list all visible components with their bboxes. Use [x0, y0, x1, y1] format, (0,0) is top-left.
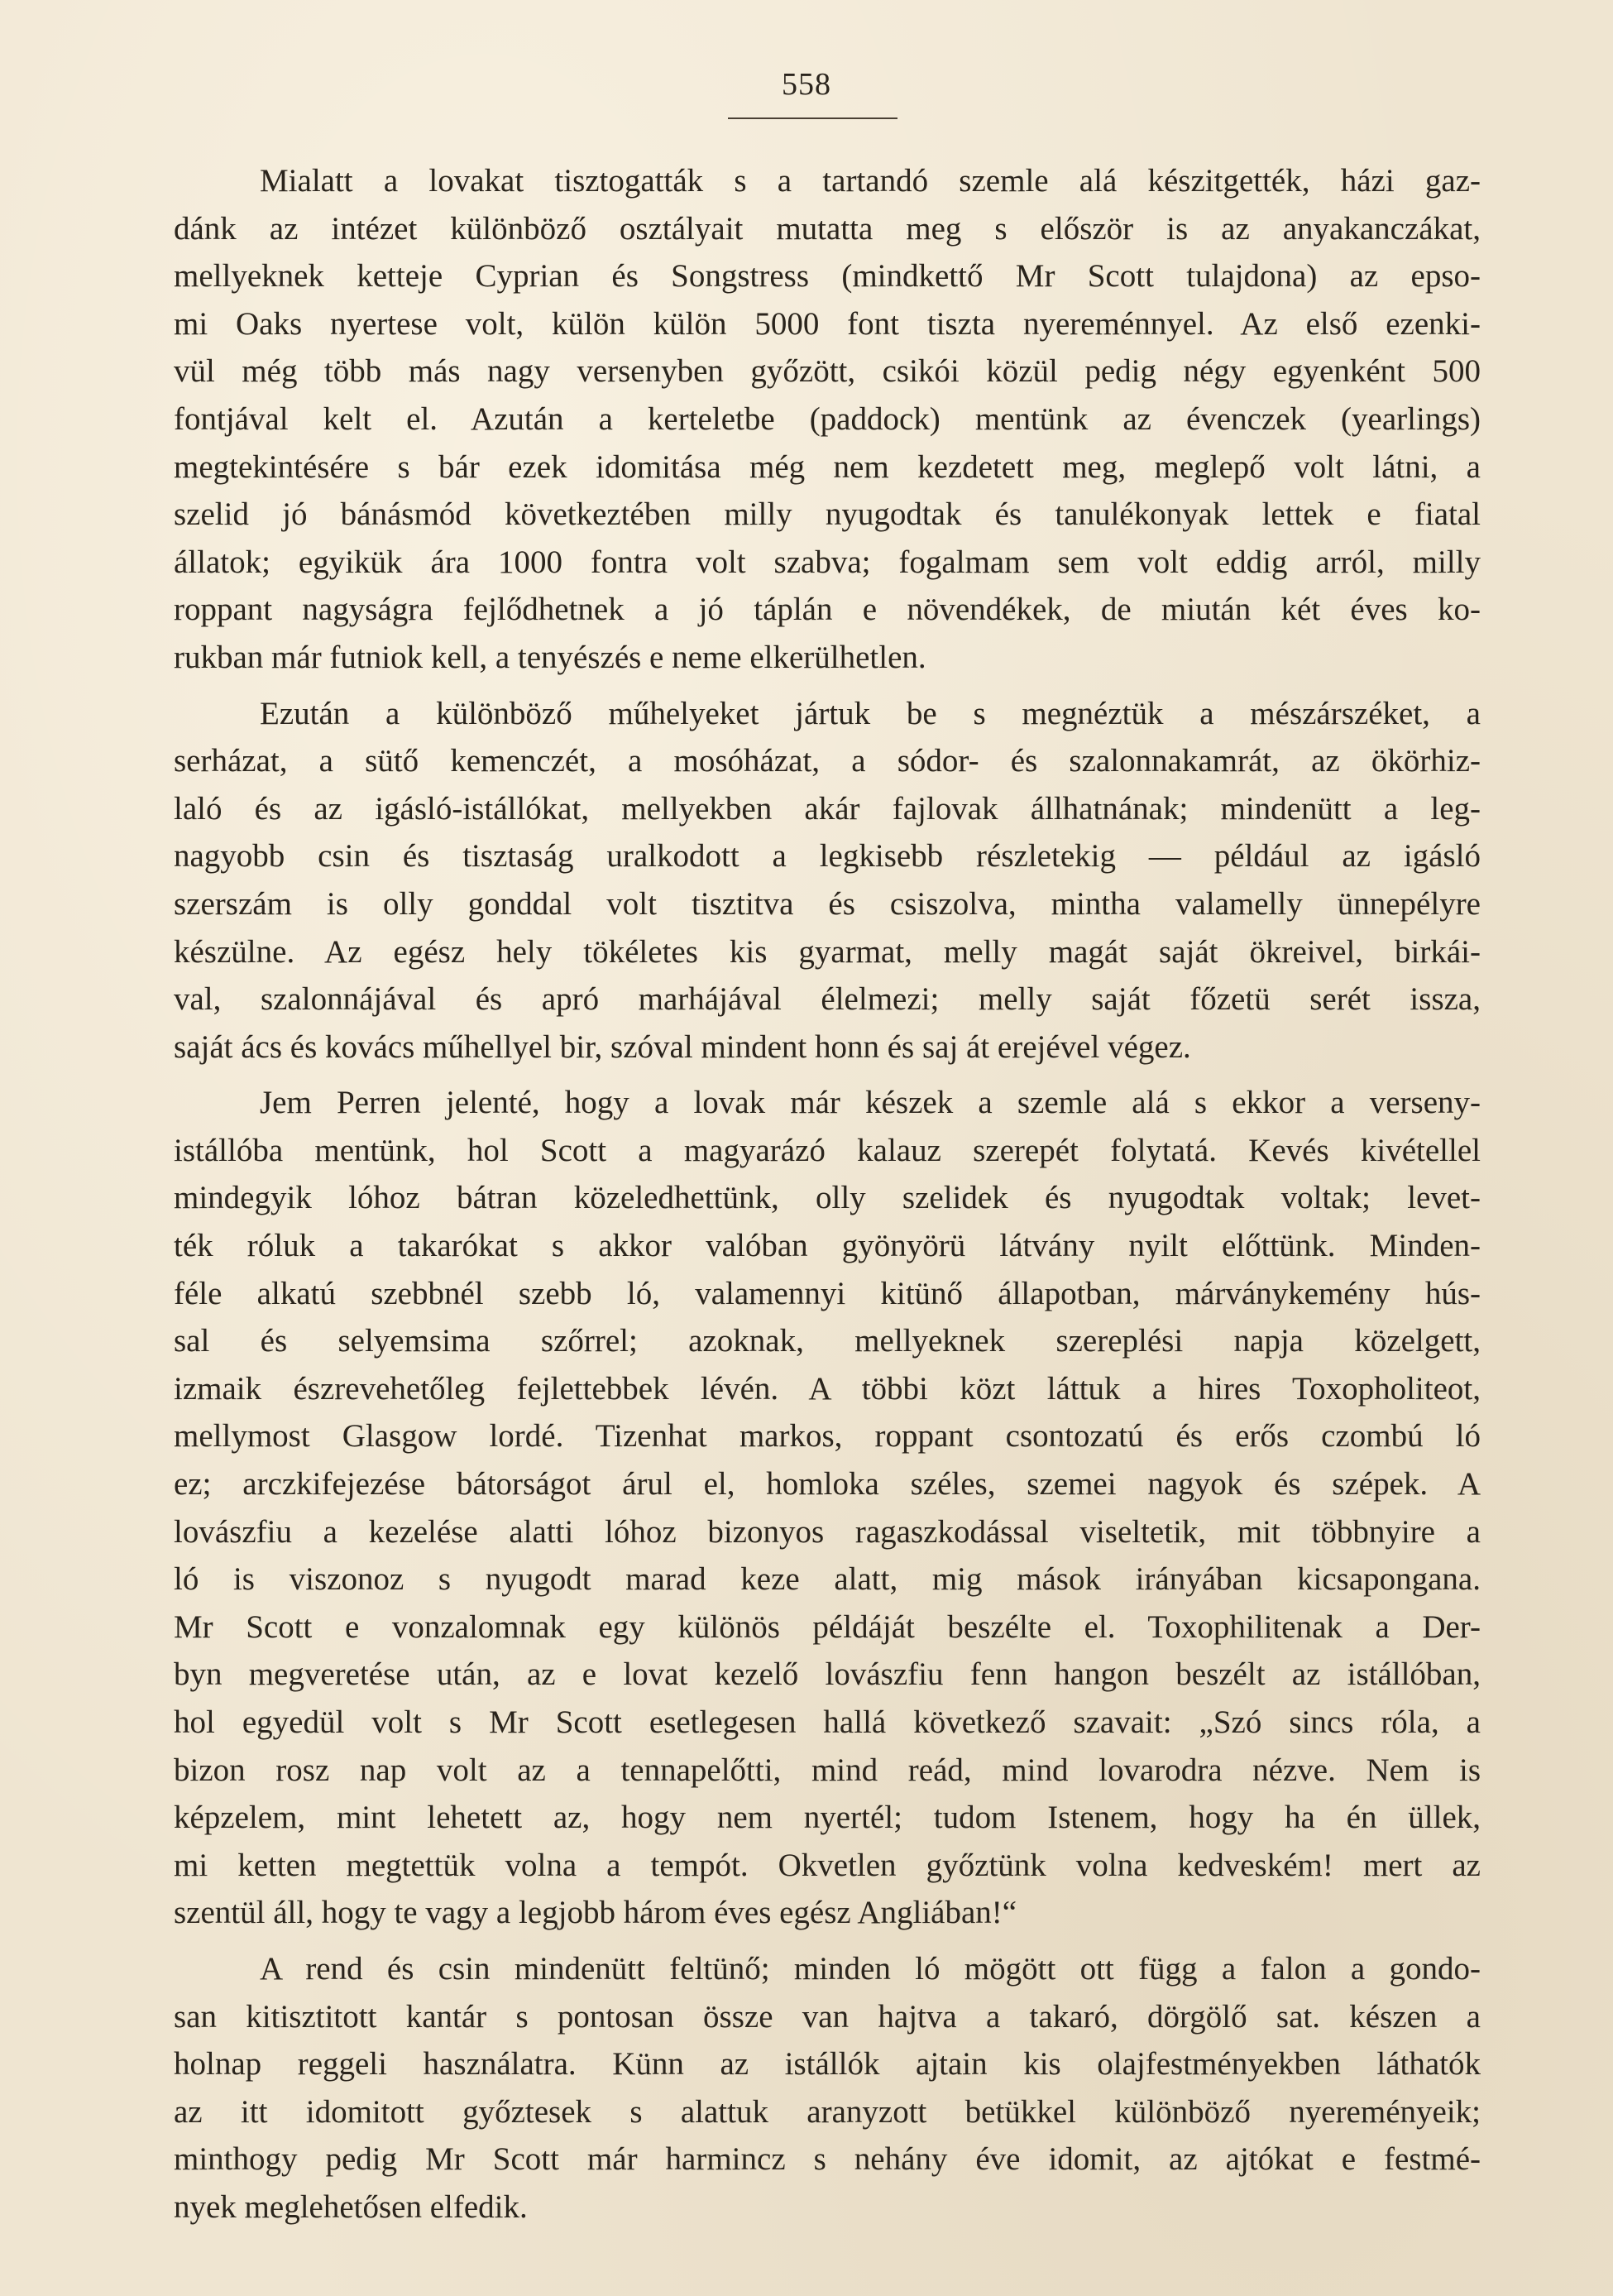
text-line: bizon rosz nap volt az a tennapelőtti, mind reád, mind lovarodra nézve. Nem is [174, 1752, 1481, 1788]
text-line: mellymost Glasgow lordé. Tizenhat markos, roppant csontozatú és erős czombú ló [174, 1418, 1481, 1455]
page-number-rule [728, 117, 897, 119]
text-line: holnap reggeli használatra. Künn az istállók ajtain kis olajfestményekben láthatók [174, 2046, 1481, 2083]
text-line: lovászfiu a kezelése alatti lóhoz bizonyos ragaszkodással viseltetik, mit többnyire a [174, 1513, 1481, 1550]
page-number: 558 [782, 67, 831, 102]
text-line: az itt idomitott győztesek s alattuk aranyzott betükkel különböző nyereményeik; [174, 2093, 1481, 2130]
text-line: szerszám is olly gonddal volt tisztitva és csiszolva, mintha valamelly ünnepélyre [174, 885, 1481, 922]
paragraph [174, 690, 1481, 1071]
text-line: készülne. Az egész hely tökéletes kis gyarmat, melly magát saját ökreivel, birkái- [174, 933, 1481, 970]
text-line: féle alkatú szebbnél szebb ló, valamennyi kitünő állapotban, márványkemény hús- [174, 1275, 1481, 1311]
text-line: ló is viszonoz s nyugodt marad keze alatt, mig mások irányában kicsapongana. [174, 1561, 1481, 1598]
text-line: képzelem, mint lehetett az, hogy nem nyertél; tudom Istenem, hogy ha én üllek, [174, 1800, 1481, 1836]
text-line: istállóba mentünk, hol Scott a magyarázó kalauz szerepét folytatá. Kevés kivétellel [174, 1132, 1481, 1168]
text-line: Jem Perren jelenté, hogy a lovak már készek a szemle alá s ekkor a verseny- [260, 1085, 1481, 1121]
text-line: nyek meglehetősen elfedik. [174, 2188, 528, 2225]
text-line: ez; arczkifejezése bátorságot árul el, homloka széles, szemei nagyok és szépek. A [174, 1466, 1481, 1503]
text-line: hol egyedül volt s Mr Scott esetlegesen hallá következő szavait: „Szó sincs róla, a [174, 1704, 1481, 1740]
paragraph [174, 157, 1481, 682]
body-text [174, 157, 1481, 2240]
text-line: Mr Scott e vonzalomnak egy különös példáját beszélte el. Toxophilitenak a Der- [174, 1608, 1481, 1645]
text-line: byn megveretése után, az e lovat kezelő lovászfiu fenn hangon beszélt az istállóban, [174, 1656, 1481, 1693]
text-line: roppant nagyságra fejlődhetnek a jó táplán e növendékek, de miután két éves ko- [174, 592, 1481, 628]
text-line: dánk az intézet különböző osztályait mutatta meg s először is az anyakanczákat, [174, 210, 1481, 247]
text-line: minthogy pedig Mr Scott már harmincz s nehány éve idomit, az ajtókat e festmé- [174, 2141, 1481, 2178]
text-line: mi Oaks nyertese volt, külön külön 5000 font tiszta nyereménnyel. Az első ezenki- [174, 305, 1481, 342]
text-line: fontjával kelt el. Azután a kerteletbe (paddock) mentünk az évenczek (yearlings) [174, 400, 1481, 437]
text-line: Mialatt a lovakat tisztogatták s a tartandó szemle alá készitgették, házi gaz- [260, 163, 1481, 199]
text-line: val, szalonnájával és apró marhájával élelmezi; melly saját főzetü serét issza, [174, 981, 1481, 1018]
text-line: sal és selyemsima szőrrel; azoknak, mellyeknek szereplési napja közelgett, [174, 1323, 1481, 1359]
text-line: laló és az igásló-istállókat, mellyekben akár fajlovak állhatnának; mindenütt a leg- [174, 790, 1481, 827]
paragraph [174, 1079, 1481, 1937]
text-line: szelid jó bánásmód következtében milly nyugodtak és tanulékonyak lettek e fiatal [174, 496, 1481, 533]
text-line: állatok; egyikük ára 1000 fontra volt szabva; fogalmam sem volt eddig arról, milly [174, 544, 1481, 580]
text-line: san kitisztitott kantár s pontosan össze van hajtva a takaró, dörgölő sat. készen a [174, 1998, 1481, 2035]
text-line: mi ketten megtettük volna a tempót. Okvetlen győztünk volna kedveském! mert az [174, 1847, 1481, 1883]
text-line: saját ács és kovács műhellyel bir, szóval mindent honn és saj át erejével végez. [174, 1028, 1191, 1065]
text-line: izmaik észrevehetőleg fejlettebbek lévén. A többi közt láttuk a hires Toxopholiteot, [174, 1370, 1481, 1407]
text-line: nagyobb csin és tisztaság uralkodott a legkisebb részletekig — például az igásló [174, 838, 1481, 875]
text-line: ték róluk a takarókat s akkor valóban gyönyörü látvány nyilt előttünk. Minden- [174, 1228, 1481, 1264]
text-line: A rend és csin mindenütt feltünő; minden ló mögött ott függ a falon a gondo- [260, 1950, 1481, 1987]
text-line: szentül áll, hogy te vagy a legjobb három éves egész Angliában!“ [174, 1895, 1017, 1931]
text-line: mellyeknek ketteje Cyprian és Songstress (mindkettő Mr Scott tulajdona) az epso- [174, 258, 1481, 295]
paragraph [174, 1945, 1481, 2231]
text-line: serházat, a sütő kemenczét, a mosóházat, a sódor- és szalonnakamrát, az ökörhiz- [174, 743, 1481, 779]
text-line: Ezután a különböző műhelyeket jártuk be s megnéztük a mészárszéket, a [260, 695, 1481, 731]
text-line: mindegyik lóhoz bátran közeledhettünk, olly szelidek és nyugodtak voltak; levet- [174, 1180, 1481, 1216]
text-line: vül még több más nagy versenyben győzött, csikói közül pedig négy egyenként 500 [174, 353, 1481, 390]
text-line: megtekintésére s bár ezek idomitása még nem kezdetett meg, meglepő volt látni, a [174, 448, 1481, 485]
text-line: rukban már futniok kell, a tenyészés e neme elkerülhetlen. [174, 639, 926, 675]
